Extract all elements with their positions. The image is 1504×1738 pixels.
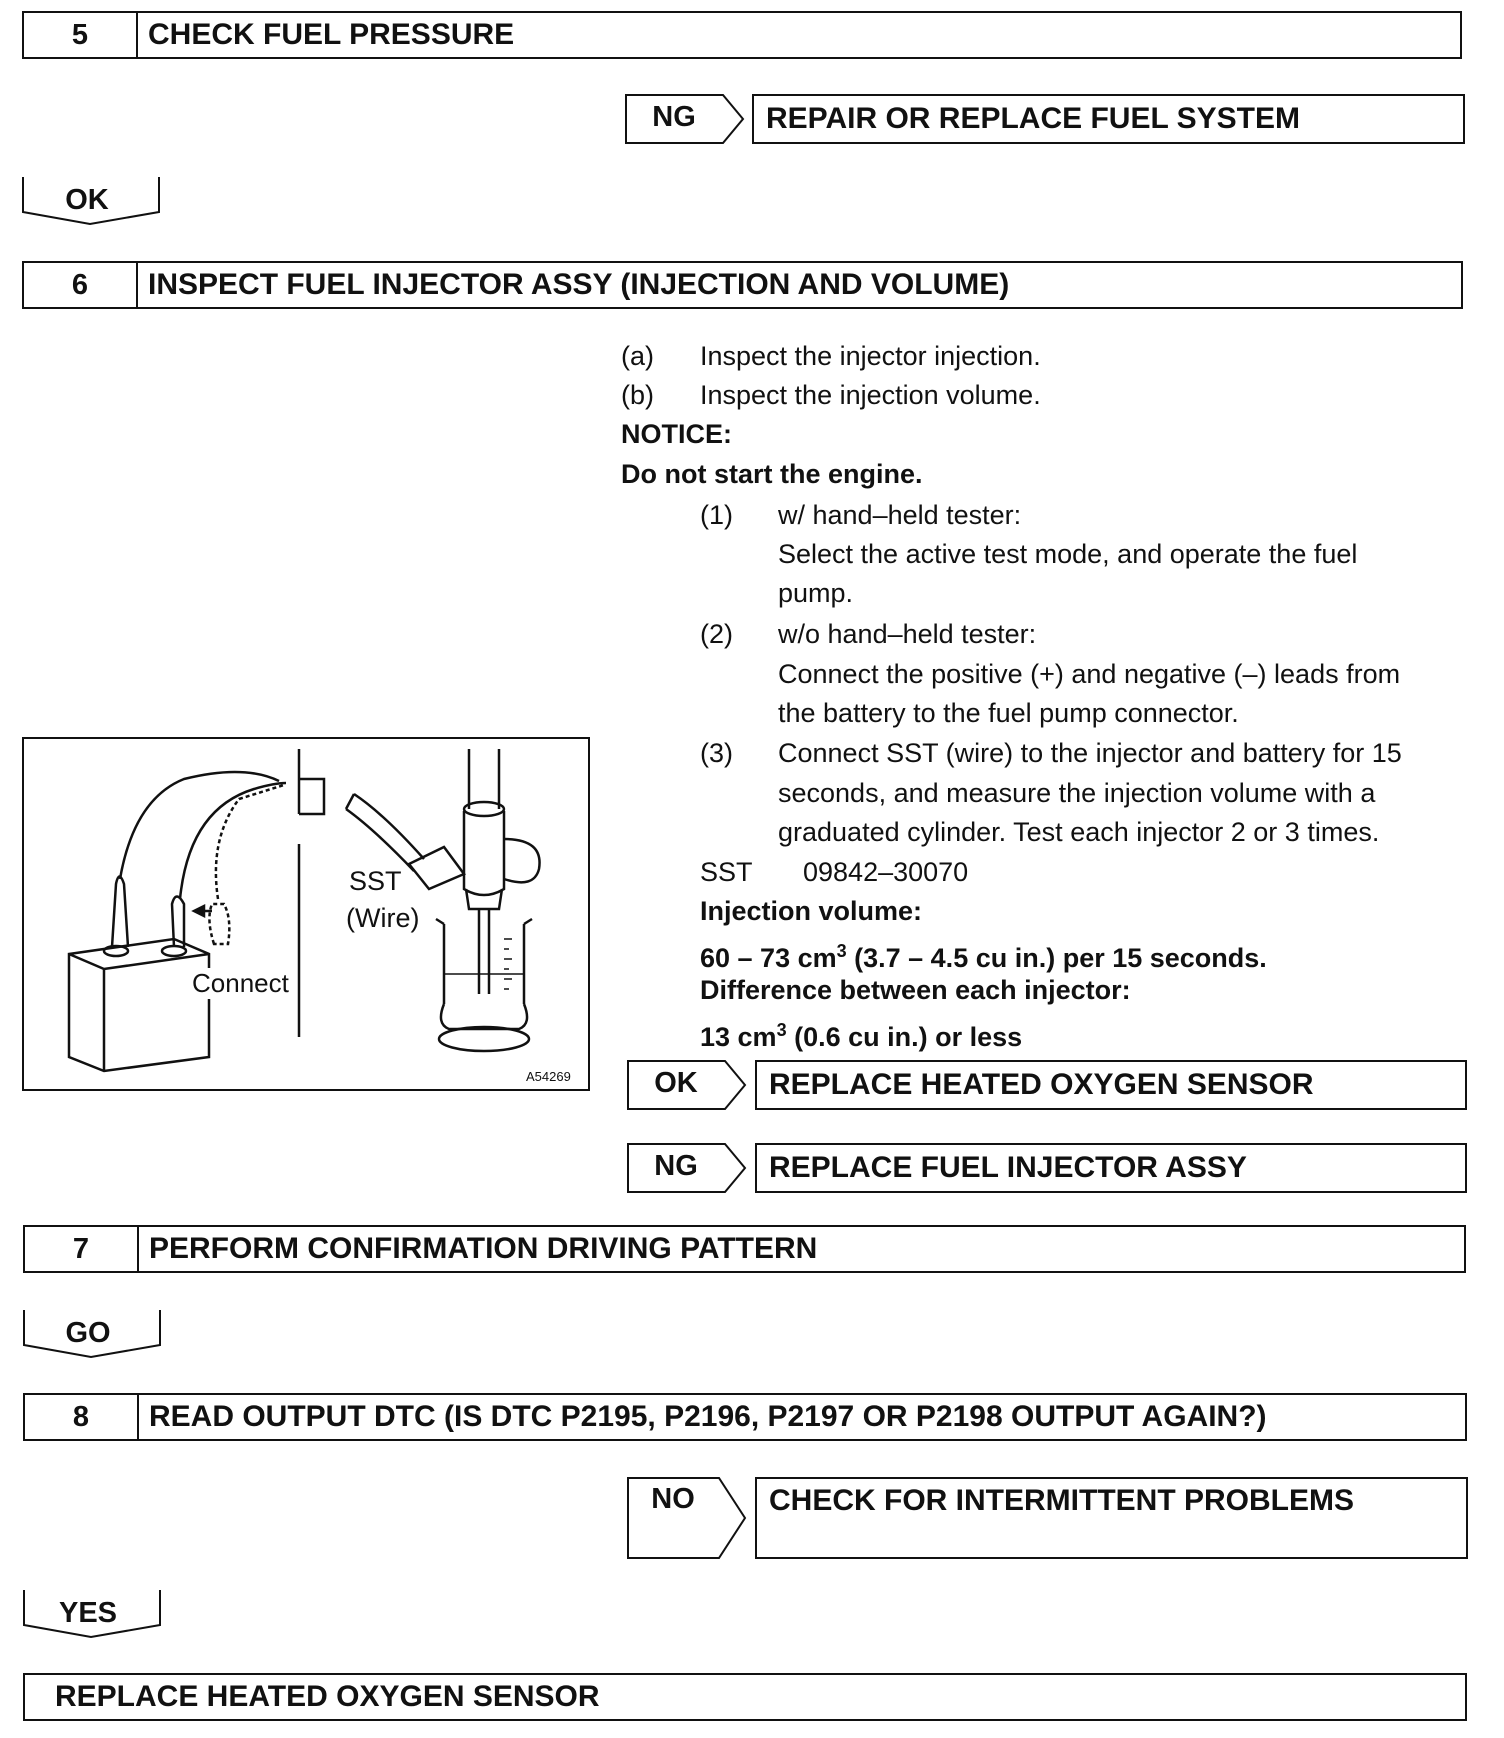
item-b-label: (b) — [621, 380, 654, 410]
substep-3-line2: seconds, and measure the injection volume with a — [778, 778, 1376, 808]
figure-code: A54269 — [526, 1069, 571, 1084]
step-5-header — [22, 11, 1462, 59]
step-title: INSPECT FUEL INJECTOR ASSY (INJECTION AND VOLUME) — [148, 268, 1010, 301]
difference-spec: 13 $cm^3$ (0.6 cu in.) or less — [700, 1020, 1023, 1052]
substep-2-label: (2) — [700, 619, 733, 649]
step-number: 6 — [24, 263, 138, 307]
injector-test-illustration — [22, 737, 590, 1091]
figure-label-wire: (Wire) — [346, 903, 420, 933]
result-box: CHECK FOR INTERMITTENT PROBLEMS — [755, 1477, 1468, 1559]
step-7-header — [23, 1225, 1466, 1273]
substep-2-line3: the battery to the fuel pump connector. — [778, 698, 1239, 728]
difference-label: Difference between each injector: — [700, 975, 1131, 1005]
figure-label-connect: Connect — [192, 968, 289, 998]
step-title: READ OUTPUT DTC (IS DTC P2195, P2196, P2197 OR P2198 OUTPUT AGAIN?) — [149, 1400, 1267, 1433]
step-number: 8 — [25, 1395, 139, 1439]
substep-2-line1: w/o hand–held tester: — [778, 619, 1037, 649]
step-number: 7 — [25, 1227, 139, 1271]
result-box: REPLACE FUEL INJECTOR ASSY — [755, 1143, 1467, 1193]
injection-volume-label: Injection volume: — [700, 896, 923, 926]
go-tag: GO — [23, 1309, 161, 1361]
substep-1-line1: w/ hand–held tester: — [778, 500, 1022, 530]
result-box: REPLACE HEATED OXYGEN SENSOR — [755, 1060, 1467, 1110]
ng-tag: NG — [627, 1143, 747, 1193]
item-b-text: Inspect the injection volume. — [700, 380, 1041, 410]
substep-1-line3: pump. — [778, 578, 854, 608]
ng-tag: NG — [625, 94, 745, 144]
ok-tag: OK — [627, 1060, 747, 1110]
item-a-text: Inspect the injector injection. — [700, 341, 1041, 371]
notice-text: Do not start the engine. — [621, 459, 923, 489]
no-tag: NO — [627, 1477, 747, 1559]
substep-1-line2: Select the active test mode, and operate the fuel — [778, 539, 1358, 569]
substep-3-line1: Connect SST (wire) to the injector and battery for 15 — [778, 738, 1402, 768]
result-box: REPAIR OR REPLACE FUEL SYSTEM — [752, 94, 1465, 144]
notice-label: NOTICE: — [621, 419, 732, 449]
step-title: PERFORM CONFIRMATION DRIVING PATTERN — [149, 1232, 818, 1265]
step-title: CHECK FUEL PRESSURE — [148, 18, 515, 51]
substep-1-label: (1) — [700, 500, 733, 530]
item-a-label: (a) — [621, 341, 654, 371]
substep-3-label: (3) — [700, 738, 733, 768]
final-result-box: REPLACE HEATED OXYGEN SENSOR — [23, 1673, 1467, 1721]
yes-tag: YES — [23, 1589, 161, 1641]
step-6-header — [22, 261, 1463, 309]
step-number: 5 — [24, 13, 138, 57]
substep-3-line3: graduated cylinder. Test each injector 2 or 3 times. — [778, 817, 1380, 847]
sst-label: SST — [700, 857, 753, 887]
substep-2-line2: Connect the positive (+) and negative (–) leads from — [778, 659, 1401, 689]
figure-label-sst: SST — [349, 866, 402, 896]
sst-value: 09842–30070 — [803, 857, 969, 887]
injector-test-drawing — [24, 739, 588, 1089]
ok-tag: OK — [22, 176, 160, 228]
step-8-header — [23, 1393, 1467, 1441]
injection-volume-spec: 60 – 73 $cm^3$ (3.7 – 4.5 cu in.) per 15 seconds. — [700, 941, 1267, 973]
